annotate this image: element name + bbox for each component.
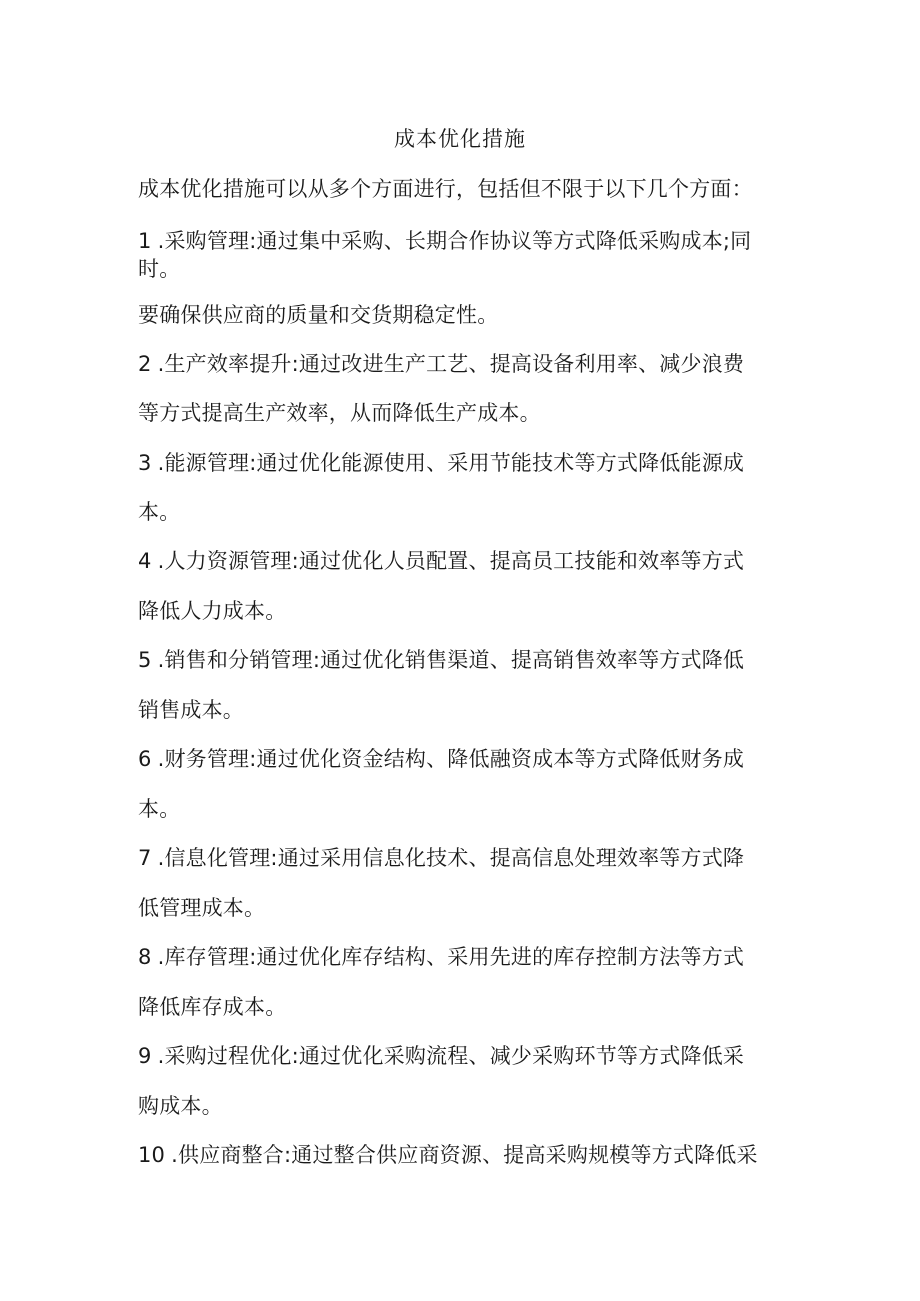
- list-item-text: .采购过程优化:通过优化采购流程、减少采购环节等方式降低采: [157, 1044, 745, 1068]
- list-item-number: 9: [138, 1044, 152, 1068]
- list-item-7-line2: 低管理成本。: [138, 896, 266, 920]
- document-title: 成本优化措施: [394, 127, 526, 151]
- list-item-1-line1: [138, 228, 788, 254]
- list-item-5-line1: [138, 647, 788, 673]
- list-item-text: .生产效率提升:通过改进生产工艺、提高设备利用率、减少浪费: [157, 352, 745, 376]
- list-item-3-line1: [138, 450, 788, 476]
- list-item-number: 5: [138, 648, 152, 672]
- list-item-9-line1: [138, 1043, 788, 1069]
- list-item-2-line1: [138, 351, 788, 377]
- list-item-5-line2: 销售成本。: [138, 698, 244, 722]
- list-item-2-line2: 等方式提高生产效率，从而降低生产成本。: [138, 401, 541, 425]
- list-item-8-line1: [138, 944, 788, 970]
- list-item-number: 1: [138, 229, 152, 253]
- list-item-text: .库存管理:通过优化库存结构、采用先进的库存控制方法等方式: [157, 945, 745, 969]
- intro-paragraph: 成本优化措施可以从多个方面进行，包括但不限于以下几个方面：: [138, 177, 753, 201]
- list-item-9-line2: 购成本。: [138, 1094, 223, 1118]
- list-item-text: .人力资源管理:通过优化人员配置、提高员工技能和效率等方式: [157, 549, 745, 573]
- list-item-6-line1: [138, 746, 788, 772]
- list-item-10-line1: [138, 1142, 788, 1168]
- list-item-text: .供应商整合:通过整合供应商资源、提高采购规模等方式降低采: [171, 1143, 758, 1167]
- list-item-text: .能源管理:通过优化能源使用、采用节能技术等方式降低能源成: [157, 451, 745, 475]
- list-item-4-line1: [138, 548, 788, 574]
- list-item-3-line2: 本。: [138, 500, 181, 524]
- list-item-7-line1: [138, 845, 788, 871]
- list-item-text: .财务管理:通过优化资金结构、降低融资成本等方式降低财务成: [157, 747, 745, 771]
- list-item-text: .信息化管理:通过采用信息化技术、提高信息处理效率等方式降: [157, 846, 745, 870]
- list-item-text: .采购管理:通过集中采购、长期合作协议等方式降低采购成本;同: [157, 229, 752, 253]
- list-item-number: 7: [138, 846, 152, 870]
- list-item-8-line2: 降低库存成本。: [138, 995, 287, 1019]
- list-item-4-line2: 降低人力成本。: [138, 599, 287, 623]
- list-item-text: .销售和分销管理:通过优化销售渠道、提高销售效率等方式降低: [157, 648, 745, 672]
- list-item-number: 4: [138, 549, 152, 573]
- list-item-number: 8: [138, 945, 152, 969]
- list-item-number: 2: [138, 352, 152, 376]
- continuation-paragraph: 要确保供应商的质量和交货期稳定性。: [138, 303, 499, 327]
- list-item-number: 10: [138, 1143, 166, 1167]
- list-item-6-line2: 本。: [138, 797, 181, 821]
- list-item-number: 6: [138, 747, 152, 771]
- list-item-number: 3: [138, 451, 152, 475]
- list-item-1-line2: 时。: [138, 257, 181, 281]
